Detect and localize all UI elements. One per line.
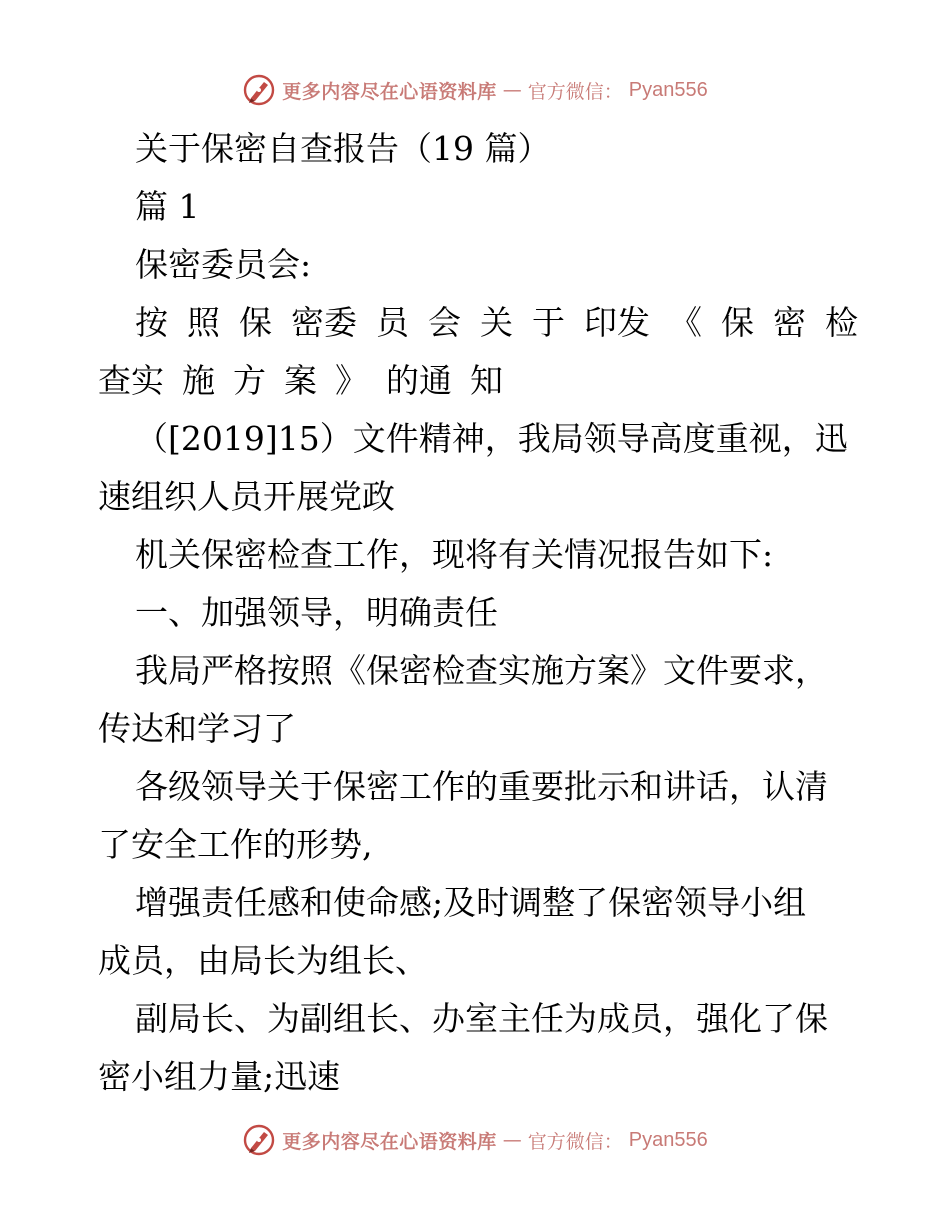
salutation: 保密委员会: [135, 245, 312, 284]
word: 施 [182, 361, 215, 400]
word: 于 [532, 303, 565, 342]
pen-logo-icon [242, 1123, 276, 1157]
word: 》 [335, 361, 368, 400]
word: 照 [187, 303, 220, 342]
word: 员 [376, 303, 409, 342]
paragraph-line: 机关保密检查工作，现将有关情况报告如下: [135, 535, 774, 574]
paragraph-line: 增强责任感和使命感;及时调整了保密领导小组 [135, 883, 807, 922]
word: 保 [239, 303, 272, 342]
paragraph-line: 成员，由局长为组长、 [98, 941, 428, 980]
paragraph-line: （[2019]15）文件精神，我局领导高度重视，迅 [135, 419, 848, 458]
paragraph-line-spread [98, 294, 858, 352]
word: 检 [825, 303, 858, 342]
paragraph-line: 了安全工作的形势, [98, 825, 373, 864]
word: 《 [669, 303, 702, 342]
word: 会 [428, 303, 461, 342]
header-banner [0, 70, 950, 110]
paragraph-line: 传达和学习了 [98, 709, 296, 748]
banner-wechat-id: Pyan556 [628, 1128, 708, 1151]
paragraph-line: 各级领导关于保密工作的重要批示和讲话，认清 [135, 767, 828, 806]
banner-separator: — [502, 79, 522, 101]
section-subheading: 一、加强领导，明确责任 [135, 593, 498, 632]
word: 密 [773, 303, 806, 342]
pen-logo-icon [242, 73, 276, 107]
word: 保 [721, 303, 754, 342]
document-body [98, 120, 858, 1106]
word: 关 [480, 303, 513, 342]
paragraph-line: 速组织人员开展党政 [98, 477, 395, 516]
word: 案 [284, 361, 317, 400]
word: 的通 [386, 361, 452, 400]
banner-separator: — [502, 1129, 522, 1151]
word: 知 [470, 361, 503, 400]
word: 按 [135, 303, 168, 342]
footer-banner-content [242, 1123, 708, 1157]
paragraph-line: 密小组力量;迅速 [98, 1057, 341, 1096]
word: 方 [233, 361, 266, 400]
word: 印发 [584, 303, 650, 342]
paragraph-line: 我局严格按照《保密检查实施方案》文件要求， [135, 651, 828, 690]
word: 查实 [98, 361, 164, 400]
section-heading: 篇 1 [135, 187, 200, 226]
banner-wechat-label: 官方微信： [527, 1130, 623, 1153]
banner-main-text: 更多内容尽在心语资料库 [282, 80, 497, 103]
banner-wechat-label: 官方微信： [527, 80, 623, 103]
word: 密委 [291, 303, 357, 342]
banner-wechat-id: Pyan556 [628, 78, 708, 101]
footer-banner [0, 1120, 950, 1160]
banner-main-text: 更多内容尽在心语资料库 [282, 1130, 497, 1153]
paragraph-line: 副局长、为副组长、办室主任为成员，强化了保 [135, 999, 828, 1038]
document-title: 关于保密自查报告（19 篇） [135, 129, 551, 168]
header-banner-content [242, 73, 708, 107]
paragraph-line-spread-2 [98, 352, 858, 410]
